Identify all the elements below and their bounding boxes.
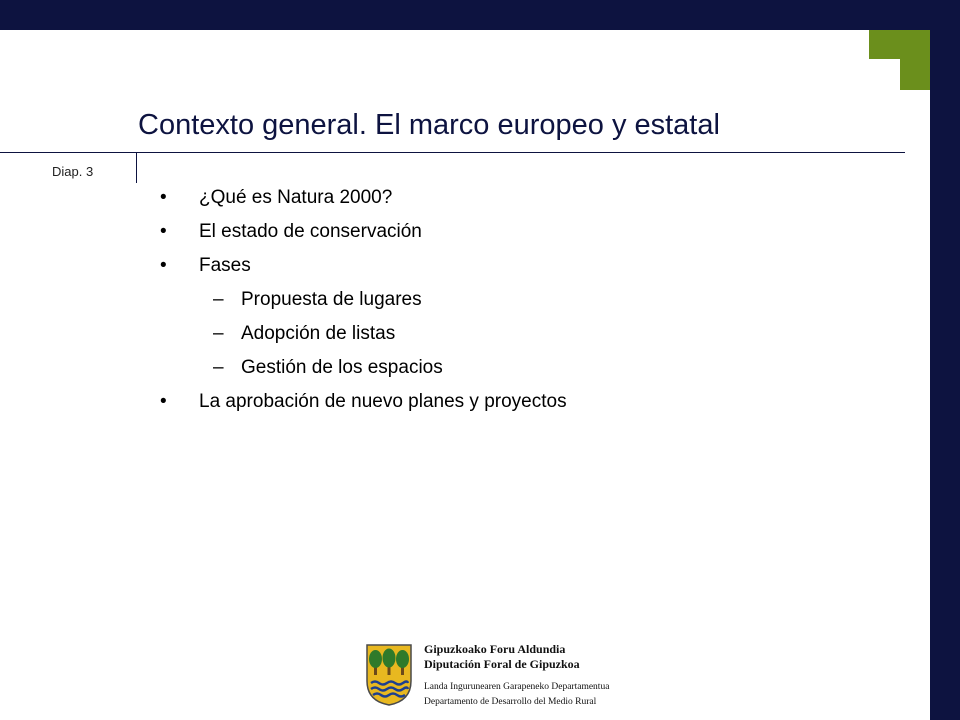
organization-block	[424, 642, 609, 710]
slide-number: Diap. 3	[52, 164, 94, 179]
list-item	[160, 249, 880, 283]
sub-list-item	[160, 283, 880, 317]
slide-number-divider	[136, 152, 137, 183]
org-name-basque: Gipuzkoako Foru Aldundia	[424, 642, 566, 656]
list-item-text: Fases	[199, 255, 251, 276]
slide-title: Contexto general. El marco europeo y estatal	[138, 109, 720, 141]
corner-accent-notch	[869, 59, 900, 90]
bullet-list	[160, 181, 880, 419]
right-bar	[930, 0, 960, 720]
bullet-marker: •	[160, 255, 167, 276]
bullet-marker: •	[160, 187, 167, 208]
dash-marker: –	[213, 289, 224, 310]
list-item-text: ¿Qué es Natura 2000?	[199, 187, 393, 208]
dash-marker: –	[213, 357, 224, 378]
list-item-text: La aprobación de nuevo planes y proyectos	[199, 391, 567, 412]
department-name-spanish: Departamento de Desarrollo del Medio Rural	[424, 697, 597, 707]
org-name-spanish: Diputación Foral de Gipuzkoa	[424, 657, 580, 671]
bullet-marker: •	[160, 391, 167, 412]
top-bar	[0, 0, 960, 30]
list-item-text: Adopción de listas	[241, 323, 396, 344]
list-item-text: Propuesta de lugares	[241, 289, 422, 310]
bullet-marker: •	[160, 221, 167, 242]
list-item	[160, 215, 880, 249]
sub-list-item	[160, 317, 880, 351]
department-name-basque: Landa Ingurunearen Garapeneko Departamentua	[424, 682, 610, 692]
list-item	[160, 181, 880, 215]
sub-list-item	[160, 351, 880, 385]
list-item-text: El estado de conservación	[199, 221, 422, 242]
list-item	[160, 385, 880, 419]
list-item-text: Gestión de los espacios	[241, 357, 443, 378]
gipuzkoa-coat-of-arms-icon	[365, 643, 413, 707]
dash-marker: –	[213, 323, 224, 344]
